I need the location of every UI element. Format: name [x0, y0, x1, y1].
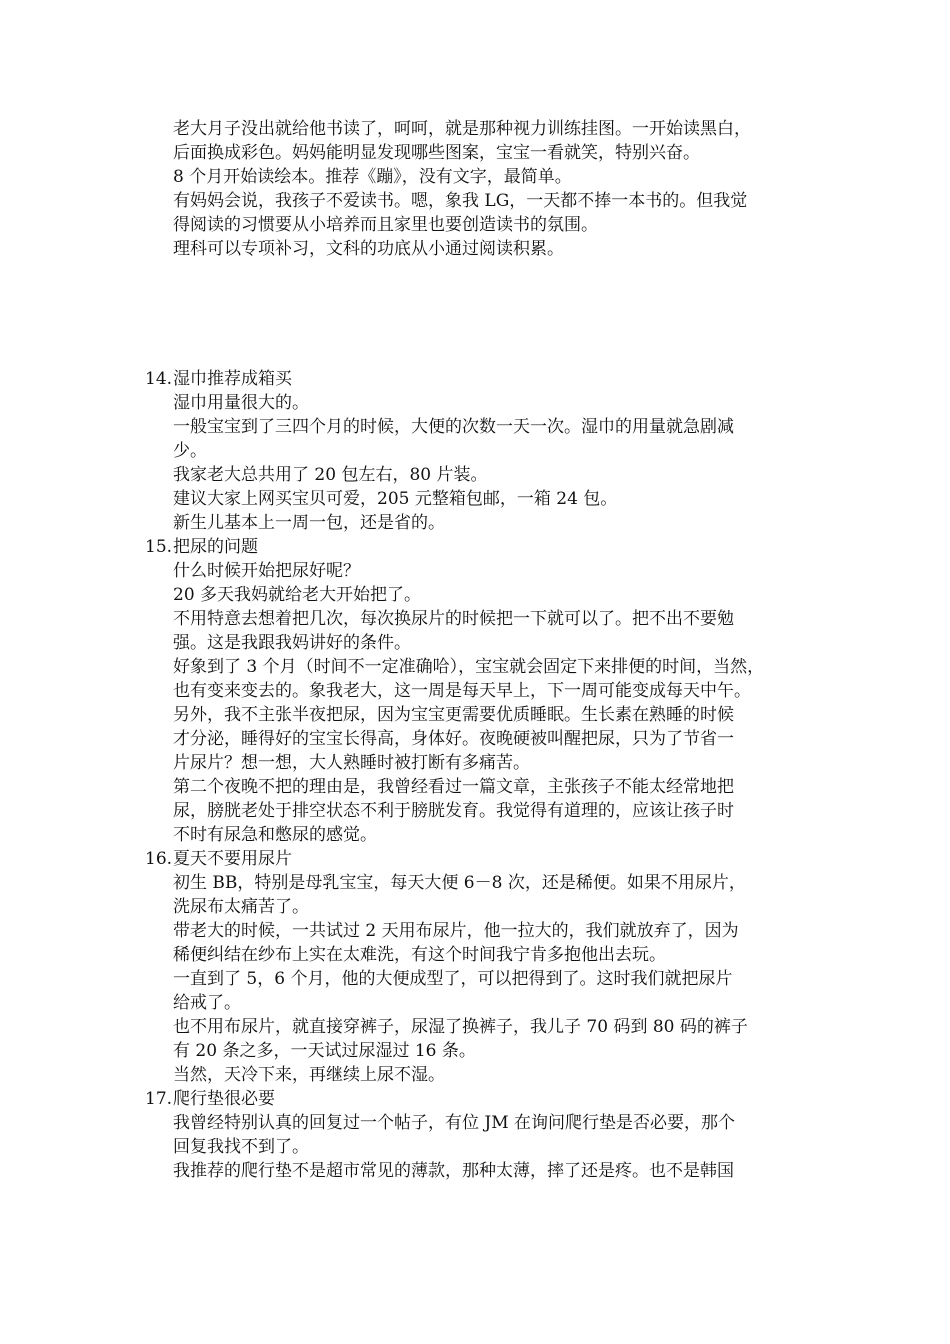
section-title: 夏天不要用尿片 [173, 849, 292, 869]
text-line: 一般宝宝到了三四个月的时候，大便的次数一天一次。湿巾的用量就急剧减 [173, 417, 734, 437]
text-line: 什么时候开始把尿好呢？ [173, 561, 360, 581]
section-body [173, 1087, 813, 1183]
text-line: 当然，天冷下来，再继续上尿不湿。 [173, 1065, 445, 1085]
section-number: 15. [145, 537, 173, 557]
text-line: 初生 BB，特别是母乳宝宝，每天大便 6－8 次，还是稀便。如果不用尿片， [173, 873, 746, 893]
text-line: 回复我找不到了。 [173, 1137, 309, 1157]
text-line: 20 多天我妈就给老大开始把了。 [173, 585, 422, 605]
text-line: 好象到了 3 个月（时间不一定准确哈），宝宝就会固定下来排便的时间，当然， [173, 657, 765, 677]
text-line: 片尿片？想一想，大人熟睡时被打断有多痛苦。 [173, 753, 530, 773]
text-line: 稀便纠结在纱布上实在太难洗，有这个时间我宁肯多抱他出去玩。 [173, 945, 666, 965]
text-line: 给戒了。 [173, 993, 241, 1013]
text-line: 我家老大总共用了 20 包左右，80 片装。 [173, 465, 488, 485]
text-line: 也有变来变去的。象我老大，这一周是每天早上，下一周可能变成每天中午。 [173, 681, 751, 701]
text-line: 湿巾用量很大的。 [173, 393, 309, 413]
text-line: 8 个月开始读绘本。推荐《蹦》，没有文字，最简单。 [173, 167, 572, 187]
text-line: 第二个夜晚不把的理由是，我曾经看过一篇文章，主张孩子不能太经常地把 [173, 777, 734, 797]
text-line: 我曾经特别认真的回复过一个帖子，有位 JM 在询问爬行垫是否必要，那个 [173, 1113, 736, 1133]
text-line: 强。这是我跟我妈讲好的条件。 [173, 633, 411, 653]
text-line: 我推荐的爬行垫不是超市常见的薄款，那种太薄，摔了还是疼。也不是韩国 [173, 1161, 734, 1181]
text-line: 有妈妈会说，我孩子不爱读书。嗯，象我 LG，一天都不捧一本书的。但我觉 [173, 191, 748, 211]
text-line: 一直到了 5，6 个月，他的大便成型了，可以把得到了。这时我们就把尿片 [173, 969, 733, 989]
text-line: 洗尿布太痛苦了。 [173, 897, 309, 917]
text-line: 尿，膀胱老处于排空状态不利于膀胱发育。我觉得有道理的，应该让孩子时 [173, 801, 734, 821]
text-line: 得阅读的习惯要从小培养而且家里也要创造读书的氛围。 [173, 215, 598, 235]
text-line: 另外，我不主张半夜把尿，因为宝宝更需要优质睡眠。生长素在熟睡的时候 [173, 705, 734, 725]
text-line: 也不用布尿片，就直接穿裤子，尿湿了换裤子，我儿子 70 码到 80 码的裤子 [173, 1017, 748, 1037]
text-line: 不用特意去想着把几次，每次换尿片的时候把一下就可以了。把不出不要勉 [173, 609, 734, 629]
section-body [173, 535, 813, 847]
text-line: 有 20 条之多，一天试过尿湿过 16 条。 [173, 1041, 476, 1061]
text-line: 带老大的时候，一共试过 2 天用布尿片，他一拉大的，我们就放弃了，因为 [173, 921, 739, 941]
text-line: 少。 [173, 441, 207, 461]
section-title: 湿巾推荐成箱买 [173, 369, 292, 389]
intro-paragraph [173, 117, 813, 261]
text-line: 新生儿基本上一周一包，还是省的。 [173, 513, 445, 533]
text-line: 老大月子没出就给他书读了，呵呵，就是那种视力训练挂图。一开始读黑白， [173, 119, 751, 139]
text-line: 建议大家上网买宝贝可爱，205 元整箱包邮，一箱 24 包。 [173, 489, 618, 509]
section-body [173, 367, 813, 535]
section-title: 爬行垫很必要 [173, 1089, 275, 1109]
section-number: 17. [145, 1089, 173, 1109]
section-number: 14. [145, 369, 173, 389]
section-body [173, 847, 813, 1087]
section-title: 把尿的问题 [173, 537, 258, 557]
text-line: 后面换成彩色。妈妈能明显发现哪些图案，宝宝一看就笑，特别兴奋。 [173, 143, 700, 163]
text-line: 理科可以专项补习，文科的功底从小通过阅读积累。 [173, 239, 564, 259]
section-number: 16. [145, 849, 173, 869]
text-line: 不时有尿急和憋尿的感觉。 [173, 825, 377, 845]
text-line: 才分泌，睡得好的宝宝长得高，身体好。夜晚硬被叫醒把尿，只为了节省一 [173, 729, 734, 749]
